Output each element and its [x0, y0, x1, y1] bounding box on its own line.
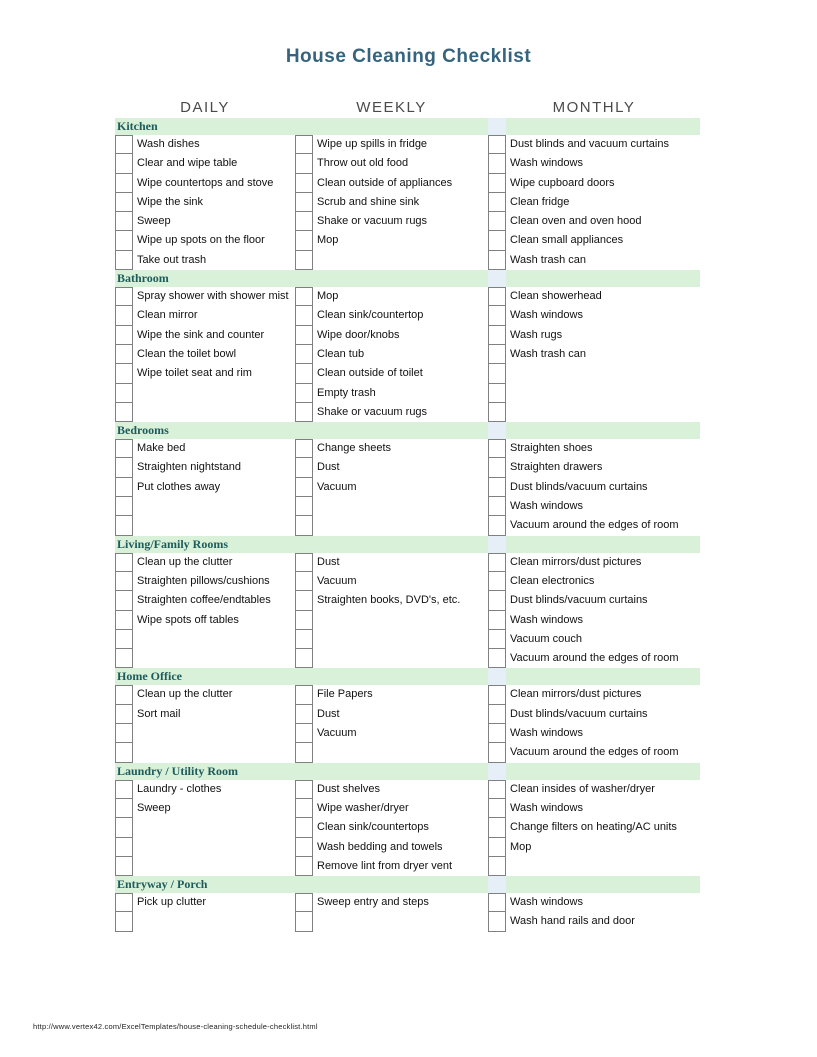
- task-checkbox[interactable]: [295, 838, 313, 857]
- task-label: Mop: [317, 234, 339, 247]
- section-grid: [115, 685, 700, 762]
- task-label: Wipe the sink: [137, 195, 204, 208]
- task-label: Wipe countertops and stove: [137, 176, 274, 189]
- section-grid: [115, 780, 700, 876]
- task-label: [313, 516, 488, 535]
- task-label: Sort mail: [137, 707, 181, 720]
- monthly-checkbox-header-cell: [488, 536, 506, 553]
- task-label: Empty trash: [317, 386, 376, 399]
- section-title: Laundry / Utility Room: [117, 763, 239, 778]
- section-header-band: [115, 270, 700, 287]
- task-label: [133, 630, 295, 649]
- task-checkbox[interactable]: [115, 193, 133, 212]
- task-checkbox[interactable]: [115, 799, 133, 818]
- task-checkbox[interactable]: [295, 193, 313, 212]
- task-label: Dust: [317, 707, 340, 720]
- task-checkbox[interactable]: [295, 154, 313, 173]
- task-label: Put clothes away: [137, 480, 221, 493]
- task-label: Wipe washer/dryer: [317, 801, 409, 814]
- section-grid: [115, 439, 700, 535]
- task-label: Wash windows: [510, 896, 583, 909]
- task-checkbox[interactable]: [295, 611, 313, 630]
- task-checkbox[interactable]: [488, 893, 506, 912]
- section-header-band: [115, 763, 700, 780]
- task-checkbox[interactable]: [488, 251, 506, 270]
- task-label: Clean mirror: [137, 309, 198, 322]
- task-checkbox[interactable]: [488, 212, 506, 231]
- task-checkbox[interactable]: [295, 553, 313, 572]
- task-checkbox[interactable]: [488, 685, 506, 704]
- task-label: Clean outside of appliances: [317, 176, 453, 189]
- task-label: Wipe cupboard doors: [510, 176, 615, 189]
- task-label: Clean sink/countertops: [317, 821, 429, 834]
- task-label: [313, 497, 488, 516]
- section-header-band: [115, 536, 700, 553]
- task-label: Clean fridge: [510, 195, 570, 208]
- task-label: Wipe toilet seat and rim: [137, 367, 252, 380]
- task-checkbox[interactable]: [115, 212, 133, 231]
- task-checkbox[interactable]: [295, 478, 313, 497]
- task-label: Wipe up spots on the floor: [137, 234, 265, 247]
- task-checkbox[interactable]: [295, 572, 313, 591]
- task-checkbox[interactable]: [488, 174, 506, 193]
- task-label: Wash windows: [510, 613, 583, 626]
- task-checkbox[interactable]: [115, 838, 133, 857]
- task-label: [313, 611, 488, 630]
- task-checkbox[interactable]: [115, 478, 133, 497]
- task-checkbox[interactable]: [295, 591, 313, 610]
- task-label: [133, 857, 295, 876]
- task-checkbox[interactable]: [115, 364, 133, 383]
- task-label: Dust shelves: [317, 782, 380, 795]
- task-label: [133, 912, 295, 931]
- task-label: Sweep entry and steps: [317, 896, 429, 909]
- task-label: [133, 384, 295, 403]
- task-label: Wash hand rails and door: [510, 915, 635, 928]
- task-checkbox[interactable]: [115, 174, 133, 193]
- task-label: Scrub and shine sink: [317, 195, 420, 208]
- task-label: File Papers: [317, 688, 373, 701]
- column-headers: [115, 97, 700, 118]
- task-checkbox[interactable]: [115, 591, 133, 610]
- task-label: Vacuum couch: [510, 632, 582, 645]
- task-checkbox[interactable]: [488, 857, 506, 876]
- section-grid: [115, 135, 700, 270]
- task-checkbox[interactable]: [115, 154, 133, 173]
- task-label: Clean insides of washer/dryer: [510, 782, 655, 795]
- task-checkbox[interactable]: [488, 516, 506, 535]
- task-checkbox[interactable]: [295, 780, 313, 799]
- monthly-checkbox-header-cell: [488, 668, 506, 685]
- task-checkbox[interactable]: [488, 439, 506, 458]
- task-checkbox[interactable]: [488, 287, 506, 306]
- task-checkbox[interactable]: [488, 743, 506, 762]
- task-label: Straighten pillows/cushions: [137, 574, 270, 587]
- task-label: Vacuum around the edges of room: [510, 652, 679, 665]
- task-label: [313, 630, 488, 649]
- task-checkbox[interactable]: [295, 345, 313, 364]
- task-label: Clean oven and oven hood: [510, 215, 642, 228]
- task-label: [313, 912, 488, 931]
- task-checkbox[interactable]: [115, 912, 133, 931]
- task-label: Wash windows: [510, 801, 583, 814]
- task-checkbox[interactable]: [488, 458, 506, 477]
- task-label: Dust blinds/vacuum curtains: [510, 480, 648, 493]
- task-checkbox[interactable]: [488, 154, 506, 173]
- task-checkbox[interactable]: [488, 306, 506, 325]
- task-checkbox[interactable]: [488, 345, 506, 364]
- task-checkbox[interactable]: [115, 780, 133, 799]
- task-label: Dust blinds/vacuum curtains: [510, 594, 648, 607]
- checklist-sheet: [115, 97, 700, 932]
- task-checkbox[interactable]: [115, 893, 133, 912]
- task-label: [133, 516, 295, 535]
- task-checkbox[interactable]: [295, 439, 313, 458]
- task-label: Wipe the sink and counter: [137, 328, 265, 341]
- task-checkbox[interactable]: [295, 174, 313, 193]
- task-checkbox[interactable]: [115, 553, 133, 572]
- task-label: Wipe door/knobs: [317, 328, 400, 341]
- monthly-checkbox-header-cell: [488, 763, 506, 780]
- task-label: Clean showerhead: [510, 290, 602, 303]
- task-label: Spray shower with shower mist: [137, 290, 289, 303]
- task-checkbox[interactable]: [488, 724, 506, 743]
- task-checkbox[interactable]: [488, 818, 506, 837]
- task-checkbox[interactable]: [295, 212, 313, 231]
- task-label: Laundry - clothes: [137, 782, 222, 795]
- task-checkbox[interactable]: [488, 135, 506, 154]
- task-checkbox[interactable]: [115, 630, 133, 649]
- task-label: Wash trash can: [510, 253, 587, 266]
- task-checkbox[interactable]: [295, 912, 313, 931]
- task-label: Clean up the clutter: [137, 555, 233, 568]
- task-checkbox[interactable]: [295, 857, 313, 876]
- task-checkbox[interactable]: [488, 705, 506, 724]
- task-label: Vacuum: [317, 574, 357, 587]
- task-label: Clean mirrors/dust pictures: [510, 555, 642, 568]
- task-label: [313, 743, 488, 762]
- task-checkbox[interactable]: [488, 630, 506, 649]
- task-checkbox[interactable]: [295, 743, 313, 762]
- task-label: Straighten nightstand: [137, 461, 241, 474]
- section-header-band: [115, 422, 700, 439]
- section-title: Home Office: [117, 669, 182, 684]
- task-label: Shake or vacuum rugs: [317, 405, 428, 418]
- task-checkbox[interactable]: [115, 743, 133, 762]
- task-label: Straighten coffee/endtables: [137, 594, 271, 607]
- monthly-checkbox-header-cell: [488, 876, 506, 893]
- task-label: Vacuum: [317, 727, 357, 740]
- task-checkbox[interactable]: [488, 611, 506, 630]
- task-checkbox[interactable]: [295, 306, 313, 325]
- task-label: Remove lint from dryer vent: [317, 859, 453, 872]
- task-label: Take out trash: [137, 253, 207, 266]
- section-header-band: [115, 668, 700, 685]
- task-checkbox[interactable]: [488, 403, 506, 422]
- task-label: [133, 403, 295, 422]
- task-checkbox[interactable]: [488, 193, 506, 212]
- task-label: [313, 251, 488, 270]
- task-label: Straighten shoes: [510, 442, 593, 455]
- task-label: Throw out old food: [317, 157, 409, 170]
- section-title: Bathroom: [117, 271, 169, 286]
- task-checkbox[interactable]: [115, 306, 133, 325]
- task-label: Clean the toilet bowl: [137, 347, 237, 360]
- task-checkbox[interactable]: [115, 705, 133, 724]
- task-checkbox[interactable]: [115, 611, 133, 630]
- section-grid: [115, 287, 700, 422]
- task-checkbox[interactable]: [488, 326, 506, 345]
- task-checkbox[interactable]: [115, 649, 133, 668]
- task-label: Wash windows: [510, 500, 583, 513]
- task-checkbox[interactable]: [488, 572, 506, 591]
- task-checkbox[interactable]: [488, 384, 506, 403]
- task-label: Dust blinds and vacuum curtains: [510, 138, 669, 150]
- task-label: Vacuum around the edges of room: [510, 519, 679, 532]
- task-checkbox[interactable]: [295, 326, 313, 345]
- section-header-band: [115, 876, 700, 893]
- task-label: Vacuum around the edges of room: [510, 746, 679, 759]
- task-checkbox[interactable]: [115, 818, 133, 837]
- task-checkbox[interactable]: [295, 724, 313, 743]
- footer-url: http://www.vertex42.com/ExcelTemplates/house-cleaning-schedule-checklist.html: [33, 1022, 318, 1031]
- task-checkbox[interactable]: [295, 384, 313, 403]
- task-label: Clean small appliances: [510, 234, 624, 247]
- task-label: Dust: [317, 461, 340, 474]
- monthly-checkbox-header-cell: [488, 270, 506, 287]
- task-checkbox[interactable]: [295, 893, 313, 912]
- task-label: Mop: [510, 840, 532, 853]
- task-label: Change filters on heating/AC units: [510, 821, 677, 834]
- task-checkbox[interactable]: [295, 403, 313, 422]
- section-grid: [115, 893, 700, 932]
- task-label: [133, 724, 295, 743]
- task-checkbox[interactable]: [488, 497, 506, 516]
- section-title: Bedrooms: [117, 423, 169, 438]
- section-header-band: [115, 118, 700, 135]
- task-label: [506, 403, 700, 422]
- section-grid: [115, 553, 700, 669]
- task-checkbox[interactable]: [115, 345, 133, 364]
- task-label: Wash trash can: [510, 347, 587, 360]
- task-label: Straighten drawers: [510, 461, 603, 474]
- task-checkbox[interactable]: [295, 251, 313, 270]
- task-checkbox[interactable]: [115, 403, 133, 422]
- task-checkbox[interactable]: [115, 857, 133, 876]
- task-label: Vacuum: [317, 480, 357, 493]
- task-checkbox[interactable]: [295, 497, 313, 516]
- task-label: Straighten books, DVD's, etc.: [317, 594, 461, 607]
- task-checkbox[interactable]: [115, 251, 133, 270]
- task-label: Pick up clutter: [137, 896, 207, 909]
- task-checkbox[interactable]: [115, 458, 133, 477]
- task-label: Make bed: [137, 442, 186, 455]
- task-checkbox[interactable]: [295, 458, 313, 477]
- task-label: Clean tub: [317, 347, 365, 360]
- task-checkbox[interactable]: [115, 439, 133, 458]
- task-label: Wipe up spills in fridge: [317, 138, 428, 150]
- task-checkbox[interactable]: [488, 912, 506, 931]
- task-label: [133, 497, 295, 516]
- task-checkbox[interactable]: [295, 705, 313, 724]
- task-label: [133, 838, 295, 857]
- task-checkbox[interactable]: [488, 231, 506, 250]
- monthly-checkbox-header-cell: [488, 118, 506, 135]
- task-checkbox[interactable]: [295, 516, 313, 535]
- task-label: Clean mirrors/dust pictures: [510, 688, 642, 701]
- task-checkbox[interactable]: [488, 780, 506, 799]
- task-checkbox[interactable]: [488, 799, 506, 818]
- sections-root: [115, 118, 700, 932]
- section-title: Entryway / Porch: [117, 877, 208, 892]
- task-label: Mop: [317, 290, 339, 303]
- column-header-weekly: WEEKLY: [356, 99, 427, 116]
- task-checkbox[interactable]: [115, 572, 133, 591]
- task-checkbox[interactable]: [115, 326, 133, 345]
- task-label: Shake or vacuum rugs: [317, 215, 428, 228]
- task-label: Wash dishes: [137, 138, 200, 150]
- column-header-daily: DAILY: [180, 99, 230, 116]
- task-label: Wash rugs: [510, 328, 563, 341]
- task-label: Dust: [317, 555, 340, 568]
- task-label: [133, 649, 295, 668]
- task-checkbox[interactable]: [115, 384, 133, 403]
- task-label: Clean electronics: [510, 574, 595, 587]
- task-checkbox[interactable]: [115, 516, 133, 535]
- task-checkbox[interactable]: [115, 724, 133, 743]
- task-checkbox[interactable]: [295, 231, 313, 250]
- task-label: Sweep: [137, 215, 171, 228]
- task-checkbox[interactable]: [488, 838, 506, 857]
- task-label: [506, 364, 700, 383]
- task-label: Wash windows: [510, 157, 583, 170]
- page-title: House Cleaning Checklist: [285, 46, 532, 67]
- task-label: Change sheets: [317, 442, 391, 455]
- task-checkbox[interactable]: [488, 649, 506, 668]
- task-label: Sweep: [137, 801, 171, 814]
- task-label: [133, 818, 295, 837]
- task-checkbox[interactable]: [115, 685, 133, 704]
- section-title: Kitchen: [117, 119, 158, 133]
- column-header-monthly: MONTHLY: [552, 99, 636, 116]
- task-label: Clear and wipe table: [137, 157, 238, 170]
- task-checkbox[interactable]: [295, 364, 313, 383]
- task-checkbox[interactable]: [295, 649, 313, 668]
- task-label: Wash bedding and towels: [317, 840, 443, 853]
- task-label: Wash windows: [510, 309, 583, 322]
- task-label: Wipe spots off tables: [137, 613, 239, 626]
- task-label: [506, 857, 700, 876]
- task-checkbox[interactable]: [488, 478, 506, 497]
- task-label: [313, 649, 488, 668]
- task-label: Clean sink/countertop: [317, 309, 424, 322]
- task-label: Dust blinds/vacuum curtains: [510, 707, 648, 720]
- task-checkbox[interactable]: [295, 685, 313, 704]
- task-label: [133, 743, 295, 762]
- monthly-checkbox-header-cell: [488, 422, 506, 439]
- task-checkbox[interactable]: [115, 497, 133, 516]
- task-checkbox[interactable]: [488, 591, 506, 610]
- task-label: [506, 384, 700, 403]
- section-title: Living/Family Rooms: [117, 536, 229, 551]
- task-checkbox[interactable]: [295, 799, 313, 818]
- task-checkbox[interactable]: [488, 553, 506, 572]
- task-checkbox[interactable]: [295, 630, 313, 649]
- task-label: Wash windows: [510, 727, 583, 740]
- task-checkbox[interactable]: [115, 135, 133, 154]
- task-checkbox[interactable]: [115, 231, 133, 250]
- task-checkbox[interactable]: [295, 135, 313, 154]
- task-checkbox[interactable]: [295, 818, 313, 837]
- task-checkbox[interactable]: [488, 364, 506, 383]
- task-checkbox[interactable]: [115, 287, 133, 306]
- task-label: Clean outside of toilet: [317, 367, 423, 380]
- task-checkbox[interactable]: [295, 287, 313, 306]
- task-label: Clean up the clutter: [137, 688, 233, 701]
